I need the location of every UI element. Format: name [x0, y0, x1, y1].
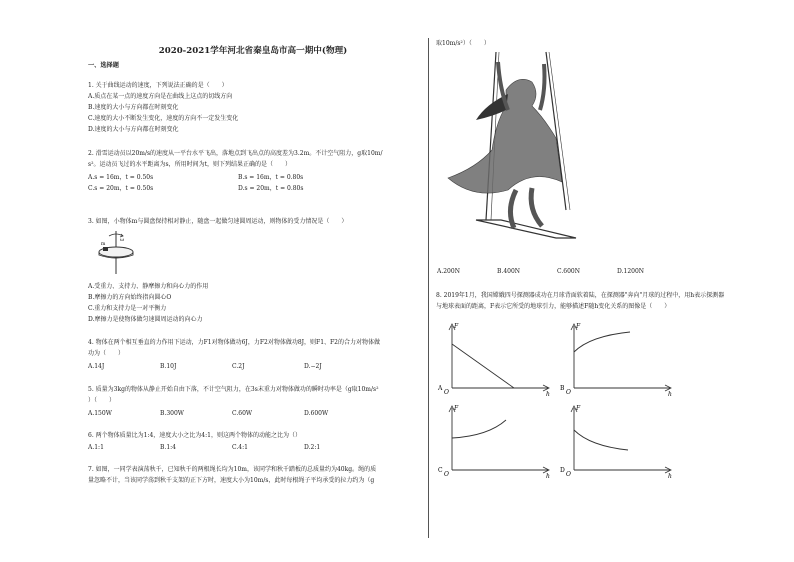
q7-option-a[interactable]: A.200N — [437, 268, 460, 275]
graph-b-x-label: h — [668, 391, 672, 398]
q2-option-c[interactable]: C.s = 20m，t = 0.50s — [88, 185, 154, 192]
q5-option-d[interactable]: D.600W — [304, 410, 329, 417]
q4-stem-line1: 4. 物体在两个相互垂直的力作用下运动，力F1对物体做功6J，力F2对物体做功8J，则F1、F2的合力对物体做 — [88, 339, 381, 346]
q5-stem-line1: 5. 质量为3kg的物体从静止开始自由下落，不计空气阻力，在3s末重力对物体做功的瞬时功率是（g取10m/s² — [88, 386, 379, 393]
mass-label: m — [101, 242, 106, 247]
q2-option-b[interactable]: B.s = 16m，t = 0.80s — [238, 174, 304, 181]
q1-option-c[interactable]: C.速度的大小不断发生变化，速度的方向不一定发生变化 — [88, 115, 239, 122]
graph-c-curve — [452, 420, 506, 438]
q3-stem: 3. 如图，小物体m与圆盘保持相对静止，随盘一起做匀速圆周运动，则物体的受力情况是（ ） — [88, 218, 348, 225]
q2-option-d[interactable]: D.s = 20m，t = 0.80s — [238, 185, 304, 192]
q3-option-a[interactable]: A.受重力、支持力、静摩擦力和向心力的作用 — [88, 283, 209, 290]
graph-a-x-label: h — [546, 391, 550, 398]
q6-option-c[interactable]: C.4:1 — [232, 444, 248, 451]
graph-d-x-label: h — [668, 473, 672, 480]
q8-graph-a[interactable] — [438, 318, 558, 398]
q2-stem-line1: 2. 滑雪运动员以20m/s的速度从一平台水平飞出，落地点到飞出点的高度差为3.2m。不计空气阻力，g取10m/ — [88, 150, 383, 157]
q6-option-b[interactable]: B.1:4 — [160, 444, 176, 451]
q1-stem: 1. 关于曲线运动的速度，下列说法正确的是（ ） — [88, 82, 228, 89]
q7-option-b[interactable]: B.400N — [497, 268, 521, 275]
q6-option-a[interactable]: A.1:1 — [88, 444, 104, 451]
q2-option-a[interactable]: A.s = 16m，t = 0.50s — [88, 174, 154, 181]
swing-girl-figure — [436, 50, 586, 265]
graph-a-y-label: F — [454, 323, 459, 330]
q6-stem: 6. 两个物体质量比为1:4，速度大小之比为4:1，则这两个物体的动能之比为（） — [88, 432, 301, 439]
q5-stem-line2: ）（ ） — [88, 397, 116, 404]
rotating-disc-figure — [90, 228, 140, 278]
graph-d-curve — [574, 430, 628, 450]
q3-option-d[interactable]: D.摩擦力是使物体做匀速圆周运动的向心力 — [88, 316, 203, 323]
graph-c-origin: O — [444, 471, 449, 478]
graph-d-option-label: D — [560, 467, 565, 474]
q8-graph-d[interactable] — [560, 400, 680, 480]
q1-option-d[interactable]: D.速度的大小与方向都在时刻变化 — [88, 126, 179, 133]
graph-b-curve — [574, 332, 630, 352]
q4-option-c[interactable]: C.2J — [232, 363, 245, 370]
graph-b-origin: O — [566, 389, 571, 396]
block-m-icon — [103, 247, 108, 251]
q4-option-d[interactable]: D.−2J — [304, 363, 322, 370]
q8-graph-c[interactable] — [438, 400, 558, 480]
q5-option-a[interactable]: A.150W — [88, 410, 112, 417]
graph-b-y-label: F — [576, 323, 581, 330]
q1-option-b[interactable]: B.速度的大小与方向都在时刻变化 — [88, 104, 179, 111]
q4-stem-line2: 功为（ ） — [88, 350, 125, 357]
q8-stem-line1: 8. 2019年1月，我国嫦娥四号探测器成功在月球背面软着陆，在探测器"奔向"月球的过程中，用h表示探测器 — [436, 292, 725, 299]
q3-option-b[interactable]: B.摩擦力的方向始终指向圆心O — [88, 294, 172, 301]
graph-c-y-label: F — [454, 405, 459, 412]
q4-option-a[interactable]: A.14J — [88, 363, 105, 370]
graph-a-curve — [452, 344, 514, 388]
graph-d-y-label: F — [576, 405, 581, 412]
section-heading: 一、选择题 — [88, 62, 119, 69]
graph-b-option-label: B — [560, 385, 565, 392]
q7-stem-line1: 7. 如图，一同学表演荡秋千，已知秋千的两根绳长均为10m，该同学和秋千踏板的总质量约为40kg。绳的质 — [88, 466, 377, 473]
q7-stem-line2: 量忽略不计，当该同学荡到秋千支架的正下方时，速度大小为10m/s，此时每根绳子平均承受的拉力约为（g — [88, 477, 375, 484]
q3-option-c[interactable]: C.重力和支持力是一对平衡力 — [88, 305, 167, 312]
graph-c-option-label: C — [438, 467, 443, 474]
graph-d-origin: O — [566, 471, 571, 478]
q7-stem-line3: 取10m/s²）（ ） — [436, 40, 490, 47]
q6-option-d[interactable]: D.2:1 — [304, 444, 321, 451]
graph-a-option-label: A — [438, 385, 443, 392]
q7-option-d[interactable]: D.1200N — [617, 268, 645, 275]
q7-option-c[interactable]: C.600N — [557, 268, 580, 275]
q1-option-a[interactable]: A.质点在某一点的速度方向是在曲线上这点的切线方向 — [88, 93, 233, 100]
q5-option-b[interactable]: B.300W — [160, 410, 184, 417]
q2-stem-line2: s²。运动员飞过的水平距离为s，所用时间为t，则下列结果正确的是（ ） — [88, 161, 291, 168]
page-title: 2020-2021学年河北省秦皇岛市高一期中(物理) — [158, 46, 348, 56]
q8-stem-line2: 与地球表面的距离，F表示它所受的地球引力，能够描述F随h变化关系的图像是（ ） — [436, 303, 671, 310]
q4-option-b[interactable]: B.10J — [160, 363, 177, 370]
graph-a-origin: O — [444, 389, 449, 396]
omega-label: ω — [120, 237, 125, 243]
q8-graph-b[interactable] — [560, 318, 680, 398]
q5-option-c[interactable]: C.60W — [232, 410, 253, 417]
graph-c-x-label: h — [546, 473, 550, 480]
column-divider — [428, 38, 429, 538]
